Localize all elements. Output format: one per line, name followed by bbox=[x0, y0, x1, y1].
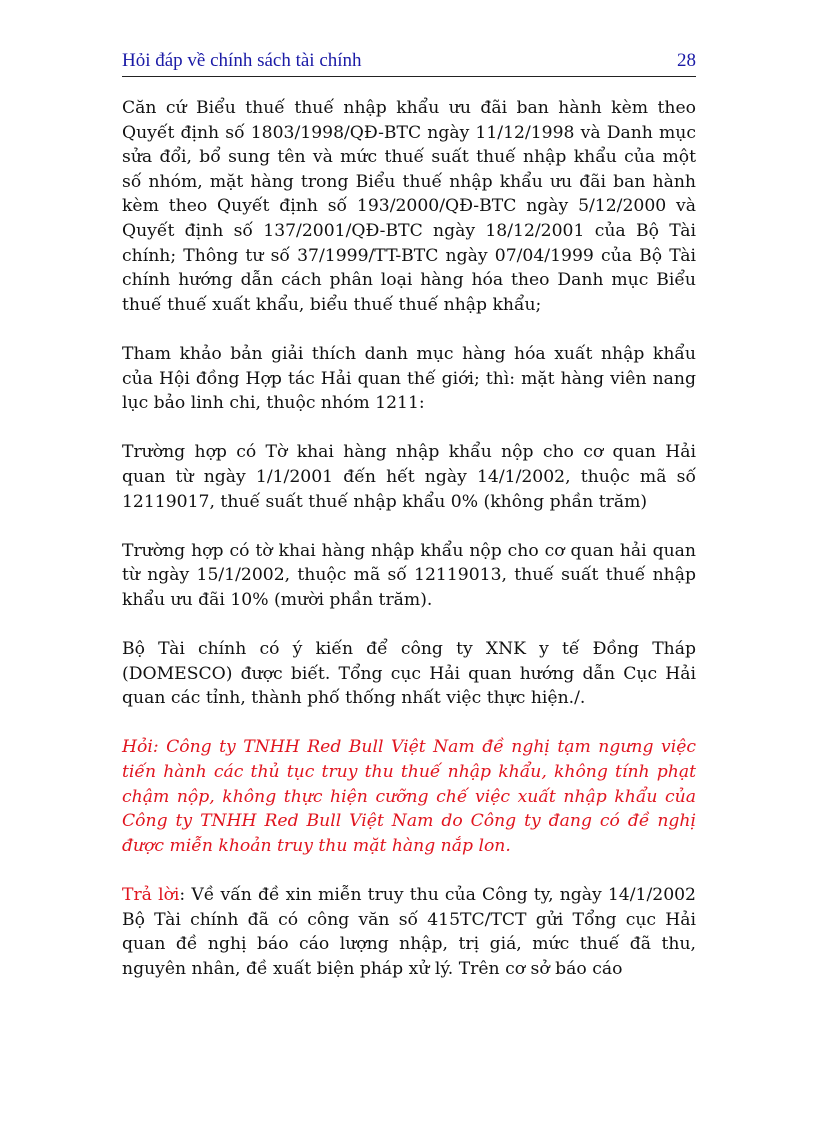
page-header bbox=[122, 50, 696, 77]
paragraph-case-2: Trường hợp có tờ khai hàng nhập khẩu nộp cho cơ quan hải quan từ ngày 15/1/2002, thuộc mã số 12119013, thuế suất thuế nhập khẩu ưu đãi 10% (mười phần trăm). bbox=[122, 540, 696, 610]
paragraph-case-1: Trường hợp có Tờ khai hàng nhập khẩu nộp cho cơ quan Hải quan từ ngày 1/1/2001 đến hết ngày 14/1/2002, thuộc mã số 12119017, thuế suất thuế nhập khẩu 0% (không phần trăm) bbox=[122, 442, 696, 512]
header-title: Hỏi đáp về chính sách tài chính bbox=[122, 50, 362, 71]
page-number: 28 bbox=[677, 50, 696, 71]
paragraph-reference: Tham khảo bản giải thích danh mục hàng hóa xuất nhập khẩu của Hội đồng Hợp tác Hải quan thế giới; thì: mặt hàng viên nang lục bảo linh chi, thuộc nhóm 1211: bbox=[122, 343, 696, 414]
paragraph-conclusion: Bộ Tài chính có ý kiến để công ty XNK y tế Đồng Tháp (DOMESCO) được biết. Tổng cục Hải quan hướng dẫn Cục Hải quan các tỉnh, thành phố thống nhất việc thực hiện./. bbox=[122, 639, 696, 709]
question-paragraph: Hỏi: Công ty TNHH Red Bull Việt Nam đề nghị tạm ngưng việc tiến hành các thủ tục truy thu thuế nhập khẩu, không tính phạt chậm nộp, không thực hiện cưỡng chế việc xuất nhập khẩu của Công ty TNHH Red Bull Việt Nam do Công ty đang có đề nghị được miễn khoản truy thu mặt hàng nắp lon. bbox=[122, 737, 696, 856]
page-body bbox=[122, 96, 696, 1006]
paragraph-legal-basis: Căn cứ Biểu thuế thuế nhập khẩu ưu đãi ban hành kèm theo Quyết định số 1803/1998/QĐ-BTC ngày 11/12/1998 và Danh mục sửa đổi, bổ sung tên và mức thuế suất thuế nhập khẩu của một số nhóm, mặt hàng trong Biểu thuế nhập khẩu ưu đãi ban hành kèm theo Quyết định số 193/2000/QĐ-BTC ngày 5/12/2000 và Quyết định số 137/2001/QĐ-BTC ngày 18/12/2001 của Bộ Tài chính; Thông tư số 37/1999/TT-BTC ngày 07/04/1999 của Bộ Tài chính hướng dẫn cách phân loại hàng hóa theo Danh mục Biểu thuế thuế xuất khẩu, biểu thuế thuế nhập khẩu; bbox=[122, 98, 696, 315]
answer-label: Trả lời bbox=[122, 885, 180, 905]
answer-text: : Về vấn đề xin miễn truy thu của Công ty, ngày 14/1/2002 Bộ Tài chính đã có công văn số 415TC/TCT gửi Tổng cục Hải quan đề nghị báo cáo lượng nhập, trị giá, mức thuế đã thu, nguyên nhân, đề xuất biện pháp xử lý. Trên cơ sở báo cáo bbox=[122, 885, 696, 979]
answer-paragraph bbox=[122, 883, 696, 981]
